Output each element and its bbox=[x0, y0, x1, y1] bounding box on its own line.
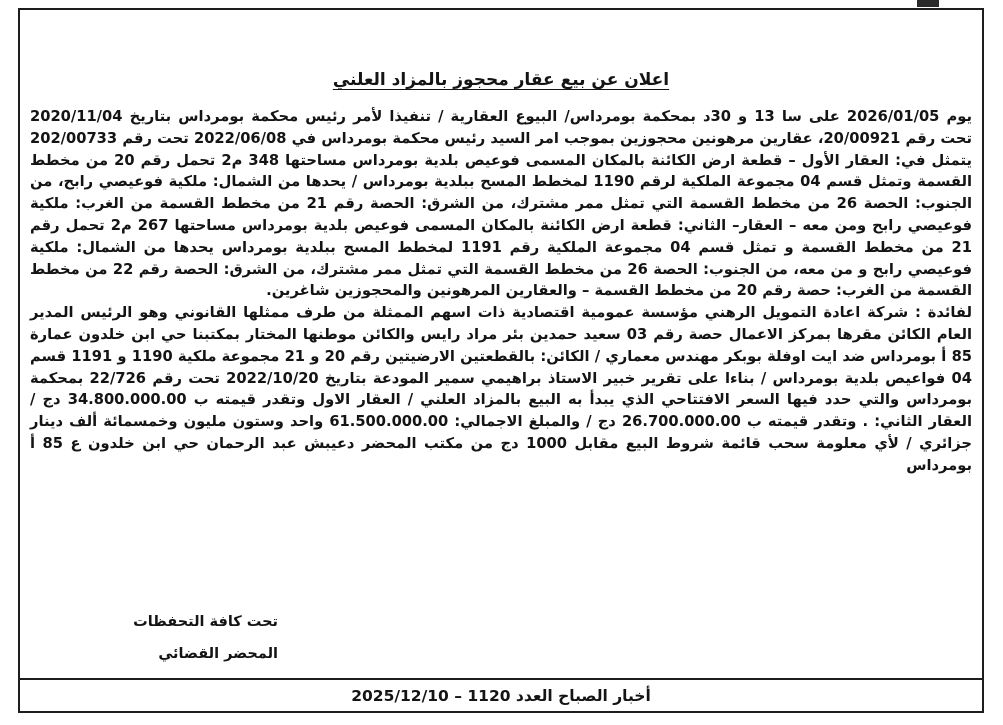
notice-title: اعلان عن بيع عقار محجوز بالمزاد العلني bbox=[332, 70, 670, 90]
reservation-text: تحت كافة التحفظات bbox=[133, 614, 278, 630]
signatory-text: المحضر القضائي bbox=[158, 646, 278, 662]
notice-paragraph-beneficiary: لفائدة : شركة اعادة التمويل الرهني مؤسسة عمومية اقتصادية ذات اسهم الممثلة من طرف ممثلها القانوني وهو الرئيس المدير العام الكائن مقرها بمركز الاعمال حصة رقم 03 سعيد حمدين بئر مراد رايس والكائن موطنها المختار بمكتبنا حي ابن خلدون عمارة 85 أ بومرداس ضد ايت اوفلة بوبكر مهندس معماري / الكائن: بالقطعتين الارضيتين رقم 20 و 21 مجموعة ملكية 1190 و 1191 قسم 04 فواعيص بلدية بومرداس / بناءا على تقرير خبير الاستاذ براهيمي سمير المودعة بتاريخ 2022/10/20 تحت رقم 22/726 بمحكمة بومرداس والتي حدد فيها السعر الافتتاحي الذي يبدأ به البيع بالمزاد العلني / العقار الاول وتقدر قيمته ب 34.800.000.00 دج / العقار الثاني: . وتقدر قيمته ب 26.700.000.00 دج / والمبلغ الاجمالي: 61.500.000.00 واحد وستون مليون وخمسمائة ألف دينار جزائري / لأي معلومة سحب قائمة شروط البيع مقابل 1000 دج من مكتب المحضر دعيبش عبد الرحمان حي ابن خلدون ع 85 أ بومرداس bbox=[30, 304, 973, 474]
publication-footer: أخبار الصباح العدد 1120 – 2025/12/10 bbox=[351, 687, 651, 705]
corner-mark bbox=[917, 0, 939, 7]
notice-frame bbox=[18, 8, 984, 713]
footer-divider bbox=[20, 678, 982, 680]
notice-paragraph-auction: يوم 2026/01/05 على سا 13 و 30د بمحكمة بومرداس/ البيوع العقارية / تنفيذا لأمر رئيس محكمة بومرداس بتاريخ 2020/11/04 تحت رقم 20/00921، عقارين مرهونين محجوزين بموجب امر السيد رئيس محكمة بومرداس في 2022/06/08 تحت رقم 202/00733 يتمثل في: العقار الأول – قطعة ارض الكائنة بالمكان المسمى فوعيص بلدية بومرداس مساحتها 348 م2 تحمل رقم 20 من مخطط القسمة وتمثل قسم 04 مجموعة الملكية لرقم 1190 لمخطط المسح ببلدية بومرداس / يحدها من الشمال: ملكية فوعيصي رابح، من الجنوب: الحصة 26 من مخطط القسمة التي تمثل ممر مشترك، من الشرق: الحصة رقم 21 من مخطط القسمة من الغرب: ملكية فوعيصي رابح ومن معه – العقار– الثاني: قطعة ارض الكائنة بالمكان المسمى فوعيص بلدية بومرداس مساحتها 267 م2 تحمل رقم 21 من مخطط القسمة و تمثل قسم 04 مجموعة الملكية رقم 1191 لمخطط المسح ببلدية بومرداس يحدها من الشمال: ملكية فوعيصي رابح و من معه، من الجنوب: الحصة 26 من مخطط القسمة التي تمثل ممر مشترك، من الشرق: الحصة رقم 22 من مخطط القسمة من الغرب: حصة رقم 20 من مخطط القسمة – والعقارين المرهونين والمحجوزين شاغرين. bbox=[30, 108, 973, 300]
notice-body bbox=[30, 106, 972, 477]
